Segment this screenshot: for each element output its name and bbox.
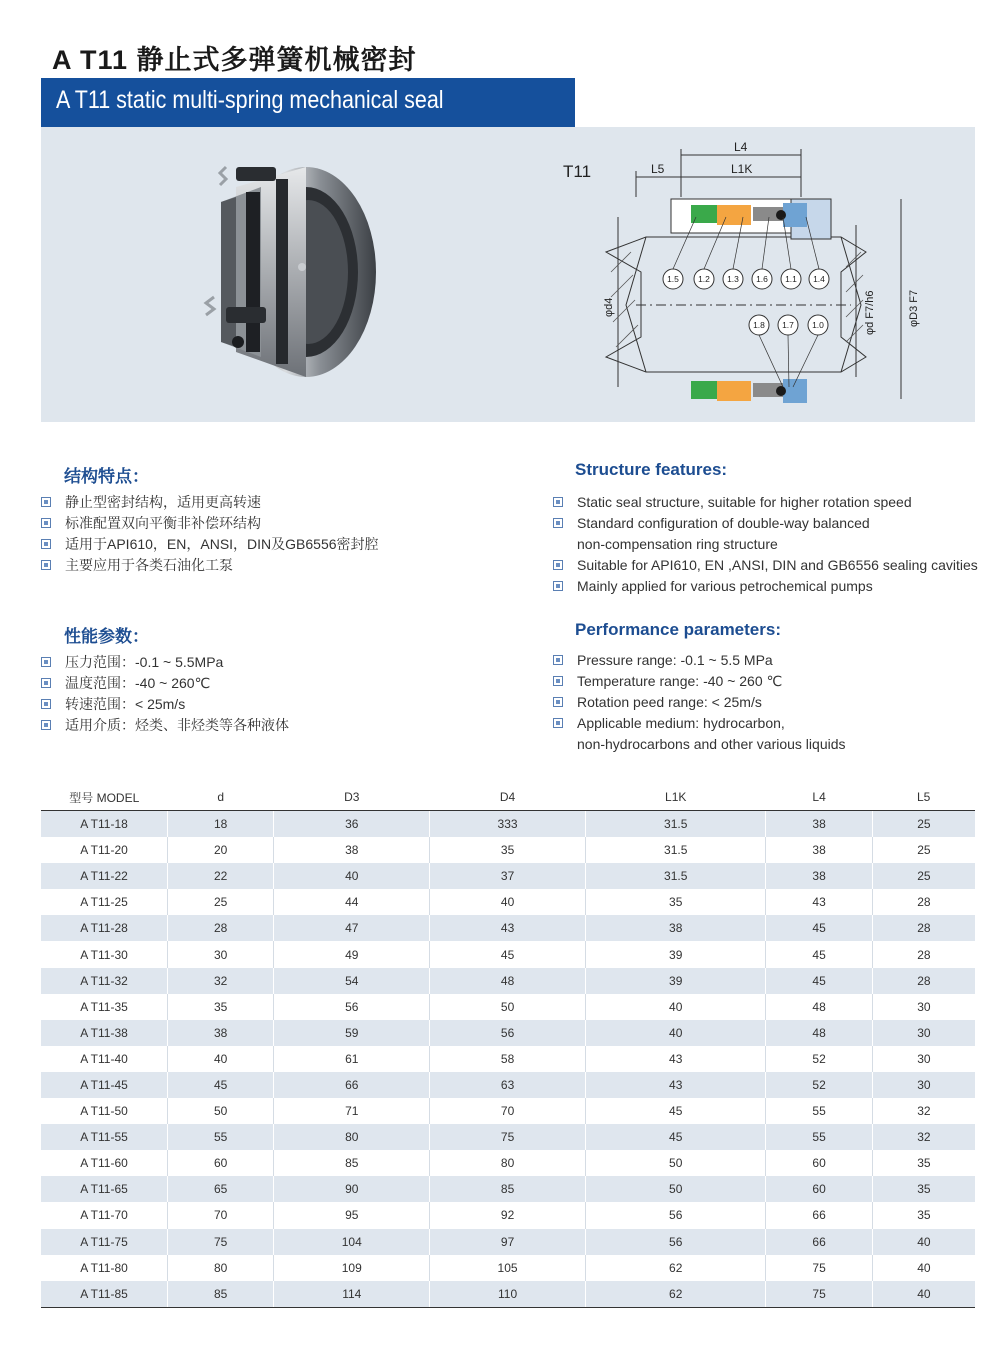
- table-row: [41, 889, 975, 915]
- table-cell: 43: [766, 889, 872, 915]
- list-item: Rotation peed range: < 25m/s: [553, 692, 993, 713]
- performance-title-cn: 性能参数：: [64, 627, 149, 646]
- performance-list-en: [553, 650, 993, 755]
- table-cell: 50: [168, 1098, 274, 1124]
- header-l1k: L1K: [585, 784, 765, 811]
- table-cell: 50: [585, 1150, 765, 1176]
- table-cell: 97: [430, 1229, 586, 1255]
- table-cell: 70: [430, 1098, 586, 1124]
- table-cell: 43: [585, 1046, 765, 1072]
- list-item: 主要应用于各类石油化工泵: [41, 555, 521, 576]
- table-cell: A T11-60: [41, 1150, 168, 1176]
- table-row: [41, 837, 975, 863]
- structure-list-cn: [41, 492, 521, 576]
- dim-d3-label: φD3 F7: [908, 289, 920, 327]
- table-row: [41, 968, 975, 994]
- table-cell: 28: [872, 889, 975, 915]
- list-item: Standard configuration of double-way balanced non-compensation ring structure: [553, 513, 993, 555]
- table-cell: 85: [168, 1281, 274, 1308]
- bullet-icon: [41, 560, 51, 570]
- table-cell: 25: [872, 837, 975, 863]
- table-header-row: [41, 784, 975, 811]
- table-row: [41, 941, 975, 967]
- performance-list-cn: [41, 652, 521, 736]
- dim-l5-label: L5: [651, 162, 665, 176]
- table-cell: 35: [585, 889, 765, 915]
- table-row: [41, 1255, 975, 1281]
- list-item: Suitable for API610, EN ,ANSI, DIN and GB6556 sealing cavities: [553, 555, 993, 576]
- table-cell: 109: [274, 1255, 430, 1281]
- table-cell: 28: [872, 941, 975, 967]
- table-cell: 45: [766, 915, 872, 941]
- table-cell: A T11-45: [41, 1072, 168, 1098]
- dimension-table: [41, 784, 975, 1308]
- table-cell: A T11-70: [41, 1202, 168, 1228]
- bullet-icon: [41, 539, 51, 549]
- table-cell: 66: [766, 1202, 872, 1228]
- table-cell: 114: [274, 1281, 430, 1308]
- list-item: Static seal structure, suitable for higher rotation speed: [553, 492, 993, 513]
- table-cell: 48: [766, 994, 872, 1020]
- callout-1-8: 1.8: [753, 320, 765, 330]
- table-cell: 28: [168, 915, 274, 941]
- callout-1-6: 1.6: [756, 274, 768, 284]
- table-cell: 45: [585, 1124, 765, 1150]
- table-cell: A T11-65: [41, 1176, 168, 1202]
- table-cell: A T11-55: [41, 1124, 168, 1150]
- table-cell: A T11-35: [41, 994, 168, 1020]
- table-cell: 45: [585, 1098, 765, 1124]
- table-cell: 44: [274, 889, 430, 915]
- table-cell: 52: [766, 1046, 872, 1072]
- table-cell: 110: [430, 1281, 586, 1308]
- table-cell: 56: [585, 1202, 765, 1228]
- structure-list-en: [553, 492, 993, 597]
- table-cell: 30: [872, 1046, 975, 1072]
- dim-l4-label: L4: [734, 140, 748, 154]
- header-model: 型号 MODEL: [41, 784, 168, 811]
- table-row: [41, 1229, 975, 1255]
- table-cell: 38: [274, 837, 430, 863]
- table-cell: 55: [168, 1124, 274, 1150]
- table-cell: 56: [430, 1020, 586, 1046]
- header-d: d: [168, 784, 274, 811]
- table-cell: 48: [766, 1020, 872, 1046]
- bullet-icon: [41, 657, 51, 667]
- list-item: Applicable medium: hydrocarbon, non-hydrocarbons and other various liquids: [553, 713, 993, 755]
- header-l4: L4: [766, 784, 872, 811]
- table-cell: 39: [585, 968, 765, 994]
- table-cell: 56: [274, 994, 430, 1020]
- table-cell: 38: [168, 1020, 274, 1046]
- table-cell: 25: [872, 863, 975, 889]
- table-cell: 35: [872, 1202, 975, 1228]
- bullet-icon: [41, 678, 51, 688]
- table-cell: 65: [168, 1176, 274, 1202]
- table-cell: 37: [430, 863, 586, 889]
- performance-title-en: Performance parameters:: [575, 620, 781, 639]
- bullet-icon: [41, 699, 51, 709]
- table-cell: A T11-28: [41, 915, 168, 941]
- table-cell: 63: [430, 1072, 586, 1098]
- table-cell: 35: [872, 1176, 975, 1202]
- table-row: [41, 1072, 975, 1098]
- table-cell: 66: [766, 1229, 872, 1255]
- table-cell: 95: [274, 1202, 430, 1228]
- callout-1-5: 1.5: [667, 274, 679, 284]
- dim-l1k-label: L1K: [731, 162, 753, 176]
- structure-title-cn: 结构特点：: [64, 467, 149, 486]
- table-cell: 75: [168, 1229, 274, 1255]
- bullet-icon: [553, 518, 563, 528]
- drawing-model-label: T11: [563, 162, 592, 181]
- table-cell: 45: [766, 941, 872, 967]
- table-cell: 35: [430, 837, 586, 863]
- table-cell: 52: [766, 1072, 872, 1098]
- table-cell: A T11-30: [41, 941, 168, 967]
- table-cell: A T11-75: [41, 1229, 168, 1255]
- table-cell: A T11-80: [41, 1255, 168, 1281]
- table-cell: 60: [168, 1150, 274, 1176]
- table-cell: 50: [585, 1176, 765, 1202]
- table-row: [41, 1124, 975, 1150]
- table-cell: 71: [274, 1098, 430, 1124]
- header-l5: L5: [872, 784, 975, 811]
- table-cell: 75: [766, 1255, 872, 1281]
- table-row: [41, 1020, 975, 1046]
- table-cell: A T11-50: [41, 1098, 168, 1124]
- table-row: [41, 1176, 975, 1202]
- bullet-icon: [553, 718, 563, 728]
- bullet-icon: [553, 497, 563, 507]
- list-item: 静止型密封结构，适用更高转速: [41, 492, 521, 513]
- bullet-icon: [41, 497, 51, 507]
- table-cell: A T11-85: [41, 1281, 168, 1308]
- table-body: [41, 811, 975, 1308]
- table-cell: 39: [585, 941, 765, 967]
- list-item: Temperature range: -40 ~ 260 ℃: [553, 671, 993, 692]
- table-cell: 45: [766, 968, 872, 994]
- bullet-icon: [553, 581, 563, 591]
- table-cell: 104: [274, 1229, 430, 1255]
- list-item: 温度范围：-40 ~ 260℃: [41, 673, 521, 694]
- header-d3: D3: [274, 784, 430, 811]
- table-cell: 30: [872, 1020, 975, 1046]
- table-cell: 62: [585, 1255, 765, 1281]
- table-cell: A T11-20: [41, 837, 168, 863]
- structure-title-en: Structure features:: [575, 460, 728, 479]
- table-row: [41, 1281, 975, 1308]
- table-cell: 38: [766, 837, 872, 863]
- table-cell: 55: [766, 1124, 872, 1150]
- callout-1-2: 1.2: [698, 274, 710, 284]
- table-cell: 105: [430, 1255, 586, 1281]
- table-cell: 59: [274, 1020, 430, 1046]
- list-item: 标准配置双向平衡非补偿环结构: [41, 513, 521, 534]
- table-cell: 28: [872, 915, 975, 941]
- list-item: 压力范围：-0.1 ~ 5.5MPa: [41, 652, 521, 673]
- header-d4: D4: [430, 784, 586, 811]
- table-cell: 60: [766, 1176, 872, 1202]
- table-row: [41, 811, 975, 838]
- table-cell: 43: [585, 1072, 765, 1098]
- table-cell: A T11-32: [41, 968, 168, 994]
- table-cell: A T11-18: [41, 811, 168, 838]
- table-cell: 36: [274, 811, 430, 838]
- table-cell: 61: [274, 1046, 430, 1072]
- table-cell: 54: [274, 968, 430, 994]
- table-cell: 45: [430, 941, 586, 967]
- list-item: 适用于API610，EN，ANSI，DIN及GB6556密封腔: [41, 534, 521, 555]
- technical-drawing: [521, 137, 961, 417]
- table-cell: A T11-38: [41, 1020, 168, 1046]
- list-item: 转速范围：< 25m/s: [41, 694, 521, 715]
- table-cell: 22: [168, 863, 274, 889]
- table-cell: 70: [168, 1202, 274, 1228]
- table-cell: 32: [872, 1098, 975, 1124]
- table-cell: 35: [168, 994, 274, 1020]
- table-cell: 40: [274, 863, 430, 889]
- table-cell: 333: [430, 811, 586, 838]
- table-cell: 38: [766, 863, 872, 889]
- callout-1-7: 1.7: [782, 320, 794, 330]
- table-cell: 18: [168, 811, 274, 838]
- title-banner: [41, 78, 575, 128]
- table-cell: 75: [430, 1124, 586, 1150]
- bullet-icon: [553, 697, 563, 707]
- table-cell: 90: [274, 1176, 430, 1202]
- table-cell: 30: [872, 994, 975, 1020]
- table-row: [41, 863, 975, 889]
- dim-d4-label: φd4: [603, 297, 615, 317]
- list-item: Mainly applied for various petrochemical pumps: [553, 576, 993, 597]
- table-cell: 32: [168, 968, 274, 994]
- bullet-icon: [41, 518, 51, 528]
- table-cell: 58: [430, 1046, 586, 1072]
- table-cell: 40: [585, 1020, 765, 1046]
- table-row: [41, 1150, 975, 1176]
- seal-product-image: [126, 147, 386, 387]
- list-item: Pressure range: -0.1 ~ 5.5 MPa: [553, 650, 993, 671]
- table-cell: 55: [766, 1098, 872, 1124]
- callout-1-1: 1.1: [785, 274, 797, 284]
- table-cell: 25: [168, 889, 274, 915]
- table-cell: 40: [585, 994, 765, 1020]
- table-cell: 92: [430, 1202, 586, 1228]
- table-cell: 80: [430, 1150, 586, 1176]
- table-row: [41, 994, 975, 1020]
- callout-1-4: 1.4: [813, 274, 825, 284]
- table-cell: 30: [872, 1072, 975, 1098]
- table-cell: 43: [430, 915, 586, 941]
- table-cell: 40: [430, 889, 586, 915]
- table-cell: A T11-25: [41, 889, 168, 915]
- bullet-icon: [553, 560, 563, 570]
- page-title-cn: A T11 静止式多弹簧机械密封: [52, 45, 417, 75]
- table-cell: 49: [274, 941, 430, 967]
- product-hero-panel: [41, 127, 975, 422]
- table-cell: A T11-22: [41, 863, 168, 889]
- table-cell: 31.5: [585, 811, 765, 838]
- table-cell: 45: [168, 1072, 274, 1098]
- table-row: [41, 915, 975, 941]
- table-cell: 30: [168, 941, 274, 967]
- list-item: 适用介质：烃类、非烃类等各种液体: [41, 715, 521, 736]
- table-cell: 47: [274, 915, 430, 941]
- table-cell: 38: [766, 811, 872, 838]
- table-cell: 20: [168, 837, 274, 863]
- bullet-icon: [553, 655, 563, 665]
- table-cell: 66: [274, 1072, 430, 1098]
- table-cell: 31.5: [585, 837, 765, 863]
- table-row: [41, 1098, 975, 1124]
- table-cell: 25: [872, 811, 975, 838]
- callout-1-0: 1.0: [812, 320, 824, 330]
- callout-1-3: 1.3: [727, 274, 739, 284]
- table-cell: 85: [274, 1150, 430, 1176]
- table-cell: 40: [872, 1255, 975, 1281]
- table-cell: 80: [168, 1255, 274, 1281]
- table-cell: 40: [872, 1229, 975, 1255]
- table-cell: 28: [872, 968, 975, 994]
- table-cell: 56: [585, 1229, 765, 1255]
- table-cell: 35: [872, 1150, 975, 1176]
- bullet-icon: [553, 676, 563, 686]
- table-cell: 75: [766, 1281, 872, 1308]
- page-title-en: A T11 static multi-spring mechanical seal: [56, 86, 444, 114]
- table-cell: 31.5: [585, 863, 765, 889]
- table-cell: 38: [585, 915, 765, 941]
- table-cell: 40: [872, 1281, 975, 1308]
- table-cell: 48: [430, 968, 586, 994]
- table-cell: 62: [585, 1281, 765, 1308]
- table-cell: A T11-40: [41, 1046, 168, 1072]
- table-row: [41, 1046, 975, 1072]
- table-cell: 32: [872, 1124, 975, 1150]
- table-cell: 40: [168, 1046, 274, 1072]
- bullet-icon: [41, 720, 51, 730]
- table-cell: 50: [430, 994, 586, 1020]
- table-cell: 85: [430, 1176, 586, 1202]
- dim-d-label: φd F7/h6: [864, 290, 876, 335]
- table-row: [41, 1202, 975, 1228]
- table-cell: 60: [766, 1150, 872, 1176]
- table-cell: 80: [274, 1124, 430, 1150]
